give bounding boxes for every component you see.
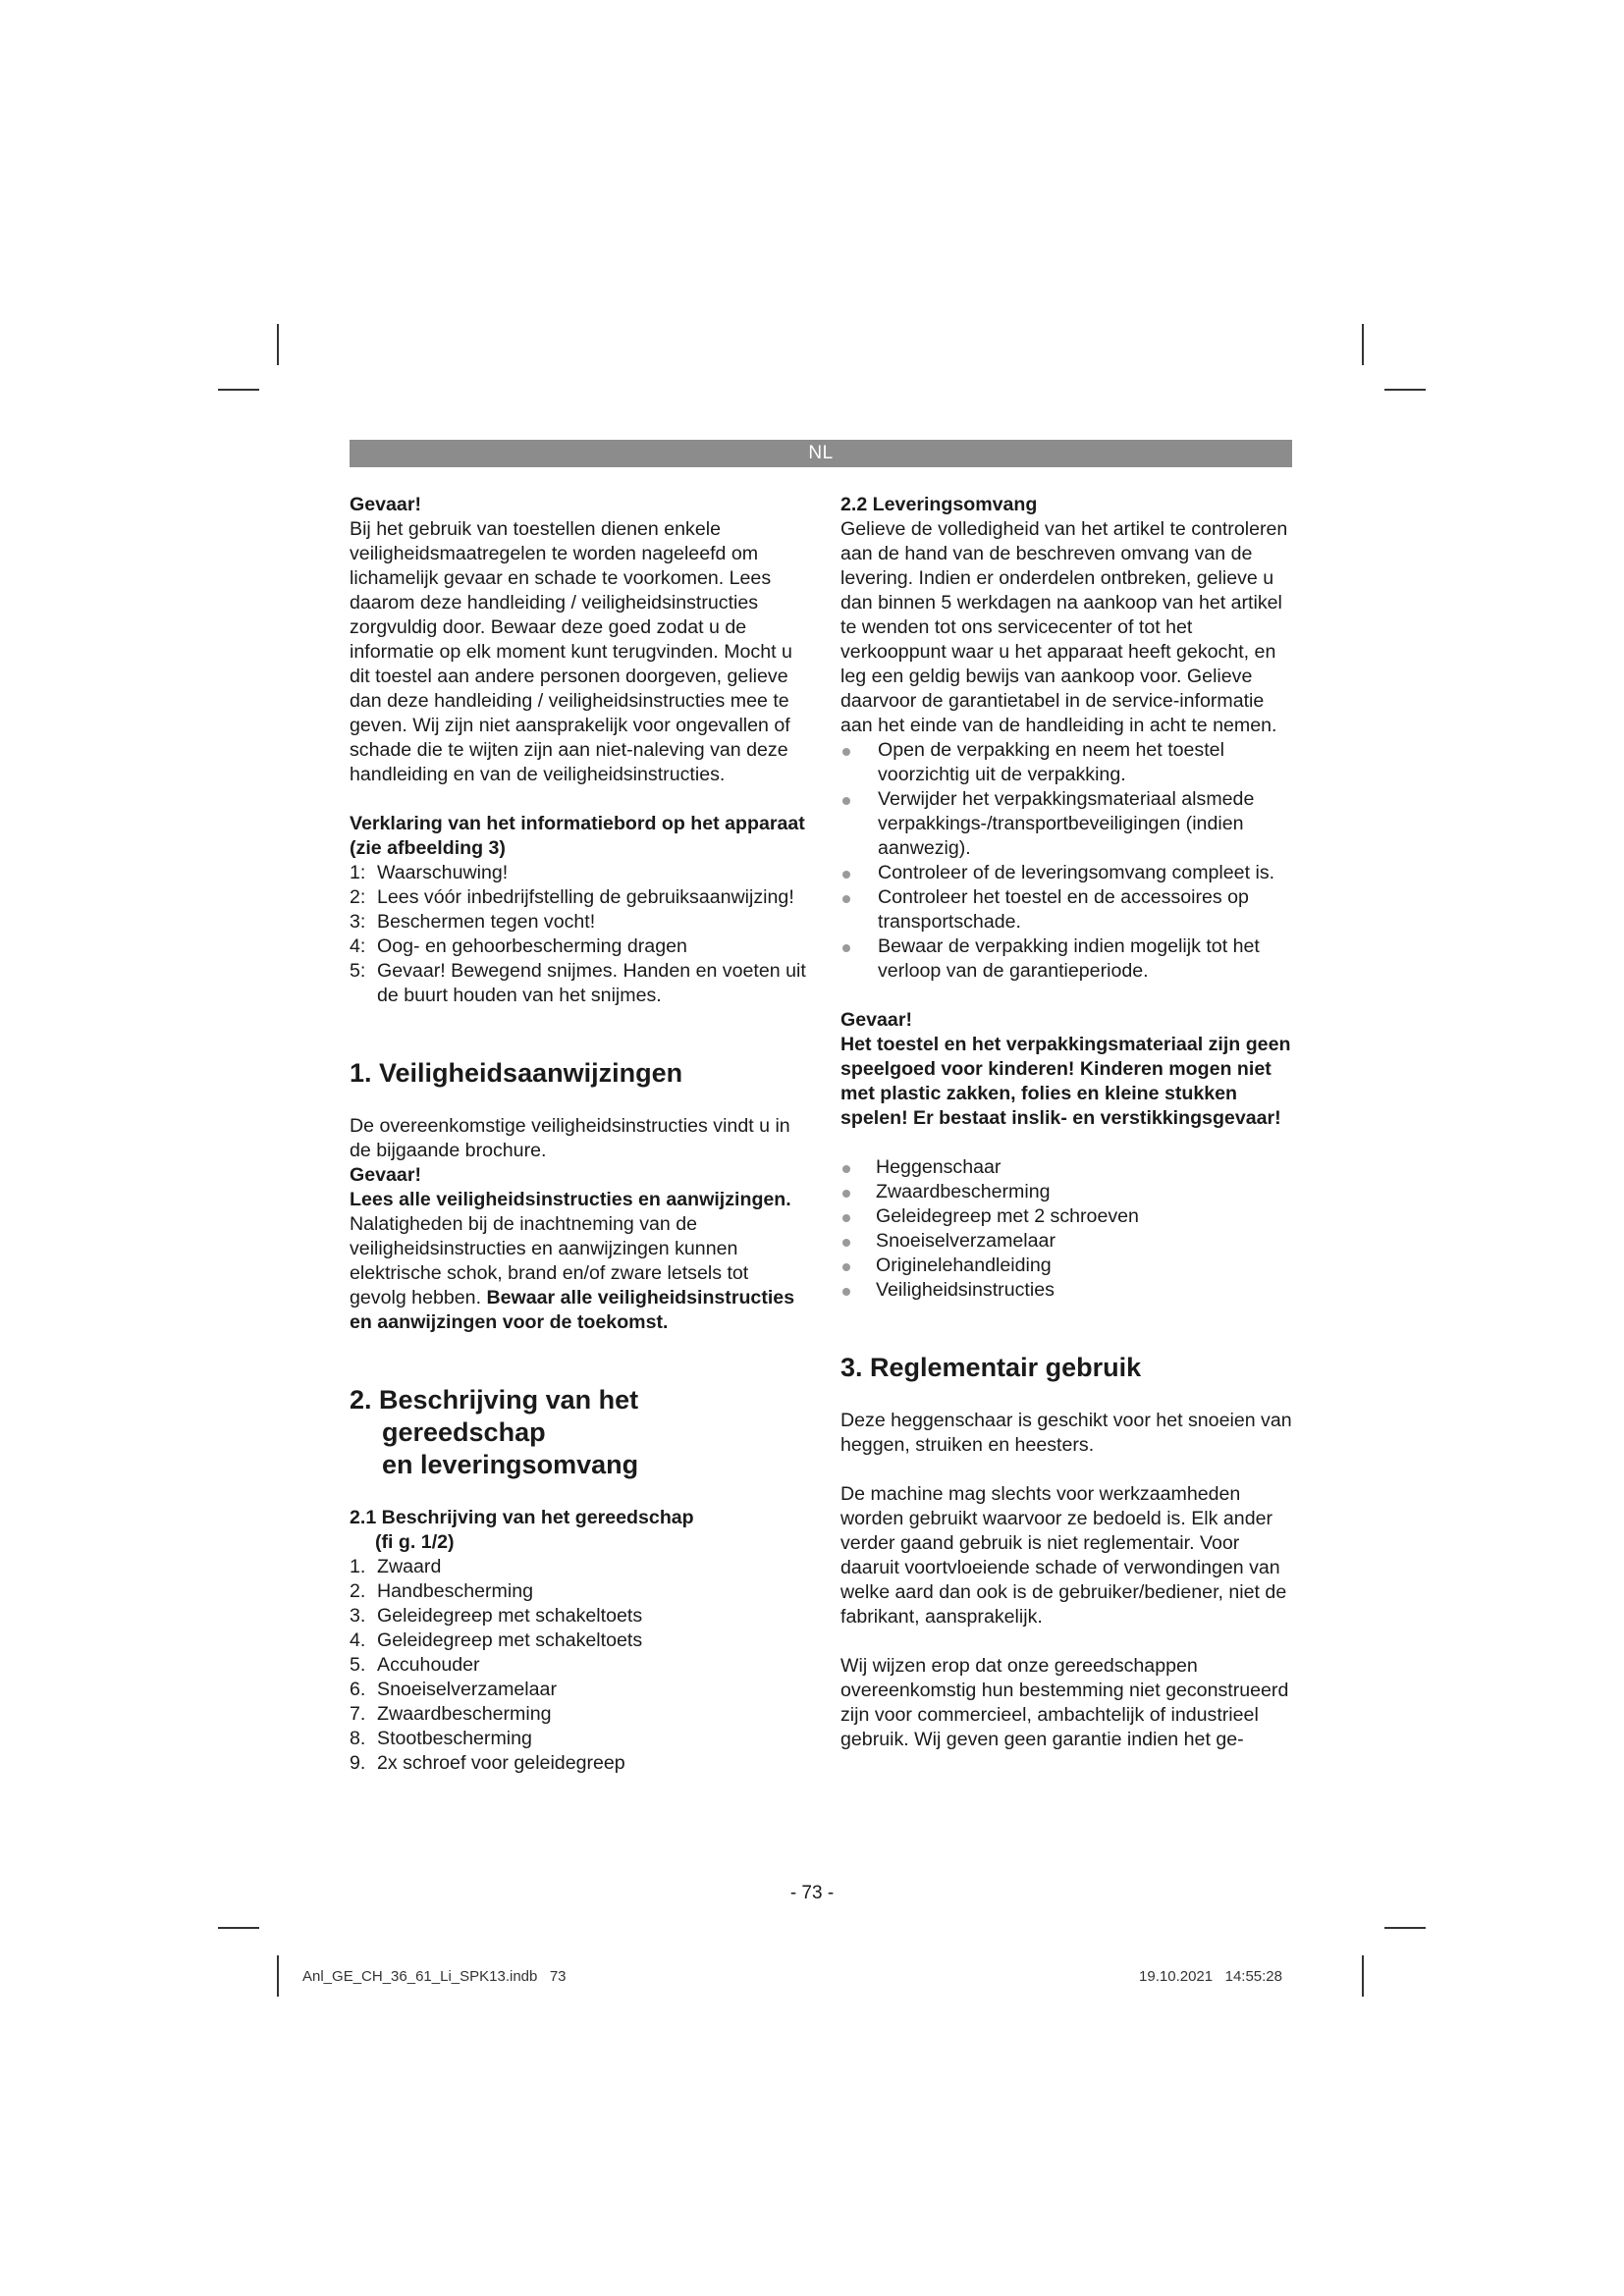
list-item: 3. Geleidegreep met schakeltoets (350, 1605, 643, 1627)
bullet-icon (842, 1263, 850, 1271)
crop-mark (1362, 324, 1364, 365)
section-1-intro: De overeenkomstige veiligheidsinstructies vindt u in de bijgaande brochure. (350, 1115, 790, 1161)
danger-heading: Gevaar! (350, 494, 421, 515)
section-1-title: 1. Veiligheidsaanwijzingen (350, 1058, 683, 1088)
list-item: Geleidegreep met 2 schroeven (840, 1204, 1296, 1229)
crop-mark (277, 324, 279, 365)
info-board-heading: Verklaring van het informatiebord op het apparaat (zie afbeelding 3) (350, 813, 805, 859)
section-3-title: 3. Reglementair gebruik (840, 1353, 1142, 1382)
subsection-2-2-paragraph: Gelieve de volledigheid van het artikel te controleren aan de hand van de beschreven omvang van de levering. Indien er onderdelen ontbreken, gelieve u dan binnen 5 werkdagen na aankoop van het artikel te wenden tot ons servicecenter of tot het verkooppunt waar u het apparaat heeft gekocht, en leg een geldig bewijs van aankoop voor. Gelieve daarvoor de garantietabel in de service-informatie aan het einde van de handleiding in acht te nemen. (840, 518, 1288, 736)
list-item: 1. Zwaard (350, 1556, 442, 1577)
print-file-label: Anl_GE_CH_36_61_Li_SPK13.indb 73 (302, 1968, 567, 1985)
unpacking-steps-list (840, 738, 1296, 984)
list-item: Heggenschaar (840, 1155, 1296, 1180)
list-item: 5. Accuhouder (350, 1654, 480, 1676)
list-item: 5: Gevaar! Bewegend snijmes. Handen en voeten uit de buurt houden van het snijmes. (350, 960, 806, 1006)
list-item: Open de verpakking en neem het toestel voorzichtig uit de verpakking. (840, 738, 1296, 787)
subsection-2-1-title: 2.1 Beschrijving van het gereedschap (fi g. 1/2) (350, 1507, 694, 1553)
section-1-paragraph: Lees alle veiligheidsinstructies en aanwijzingen. Nalatigheden bij de inachtneming van de veiligheidsinstructies en aanwijzingen kunnen elektrische schok, brand en/of zware letsels tot gevolg hebben. Bewaar alle veiligheidsinstructies en aanwijzingen voor de toekomst. (350, 1189, 795, 1333)
list-item: Snoeiselverzamelaar (840, 1229, 1296, 1254)
crop-mark (218, 1927, 259, 1929)
bullet-icon (842, 1239, 850, 1247)
danger-heading: Gevaar! (840, 1009, 912, 1031)
list-item: Controleer het toestel en de accessoires op transportschade. (840, 885, 1296, 934)
list-item: 7. Zwaardbescherming (350, 1703, 552, 1725)
left-column (350, 493, 809, 1776)
section-3-paragraph: De machine mag slechts voor werkzaamheden worden gebruikt waarvoor ze bedoeld is. Elk ander verder gaand gebruik is niet reglementair. Voor daaruit voortvloeiende schade of verwondingen van welke aard dan ook is de gebruiker/bediener, niet de fabrikant, aansprakelijk. (840, 1483, 1287, 1628)
list-item: 4: Oog- en gehoorbescherming dragen (350, 935, 687, 957)
bullet-icon (842, 871, 850, 879)
right-column (840, 493, 1296, 1752)
bullet-icon (842, 1214, 850, 1222)
bullet-icon (842, 748, 850, 756)
crop-mark (218, 389, 259, 391)
list-item: 8. Stootbescherming (350, 1728, 532, 1749)
danger-paragraph: Het toestel en het verpakkingsmateriaal zijn geen speelgoed voor kinderen! Kinderen mogen niet met plastic zakken, folies en kleine stukken spelen! Er bestaat inslik- en verstikkingsgevaar! (840, 1034, 1291, 1129)
bullet-icon (842, 797, 850, 805)
section-3-paragraph: Wij wijzen erop dat onze gereedschappen overeenkomstig hun bestemming niet geconstrueerd zijn voor commercieel, ambachtelijk of industrieel gebruik. Wij geven geen garantie indien het ge- (840, 1655, 1289, 1750)
print-timestamp: 19.10.2021 14:55:28 (1139, 1968, 1282, 1985)
crop-mark (1384, 389, 1426, 391)
section-3-paragraph: Deze heggenschaar is geschikt voor het snoeien van heggen, struiken en heesters. (840, 1410, 1292, 1456)
list-item: Originelehandleiding (840, 1254, 1296, 1278)
section-2-title: 2. Beschrijving van het gereedschap en leveringsomvang (350, 1385, 639, 1479)
list-item: Verwijder het verpakkingsmateriaal alsmede verpakkings-/transportbeveiligingen (indien aanwezig). (840, 787, 1296, 861)
list-item: 2. Handbescherming (350, 1580, 534, 1602)
list-item: 9. 2x schroef voor geleidegreep (350, 1752, 625, 1774)
info-board-list (350, 861, 809, 1008)
crop-mark (277, 1955, 279, 1997)
list-item: 6. Snoeiselverzamelaar (350, 1679, 557, 1700)
language-label: NL (808, 443, 834, 463)
language-header-bar (350, 440, 1292, 467)
bullet-icon (842, 1190, 850, 1198)
list-item: 2: Lees vóór inbedrijfstelling de gebruiksaanwijzing! (350, 886, 794, 908)
list-item: 4. Geleidegreep met schakeltoets (350, 1629, 643, 1651)
bullet-icon (842, 1165, 850, 1173)
list-item: 3: Beschermen tegen vocht! (350, 911, 596, 933)
bullet-icon (842, 895, 850, 903)
section-1-danger-heading: Gevaar! (350, 1164, 421, 1186)
crop-mark (1384, 1927, 1426, 1929)
parts-list (350, 1555, 809, 1776)
list-item: 1: Waarschuwing! (350, 862, 509, 883)
delivery-contents-list (840, 1155, 1296, 1303)
bullet-icon (842, 944, 850, 952)
page-number: - 73 - (789, 1883, 835, 1903)
crop-mark (1362, 1955, 1364, 1997)
bullet-icon (842, 1288, 850, 1296)
danger-paragraph: Bij het gebruik van toestellen dienen enkele veiligheidsmaatregelen te worden nageleefd om lichamelijk gevaar en schade te voorkomen. Lees daarom deze handleiding / veiligheidsinstructies zorgvuldig door. Bewaar deze goed zodat u de informatie op elk moment kunt terugvinden. Mocht u dit toestel aan andere personen doorgeven, gelieve dan deze handleiding / veiligheidsinstructies mee te geven. Wij zijn niet aansprakelijk voor ongevallen of schade die te wijten zijn aan niet-naleving van deze handleiding en van de veiligheidsinstructies. (350, 518, 792, 785)
list-item: Veiligheidsinstructies (840, 1278, 1296, 1303)
list-item: Bewaar de verpakking indien mogelijk tot het verloop van de garantieperiode. (840, 934, 1296, 984)
subsection-2-2-title: 2.2 Leveringsomvang (840, 494, 1038, 515)
list-item: Controleer of de leveringsomvang compleet is. (840, 861, 1296, 885)
list-item: Zwaardbescherming (840, 1180, 1296, 1204)
